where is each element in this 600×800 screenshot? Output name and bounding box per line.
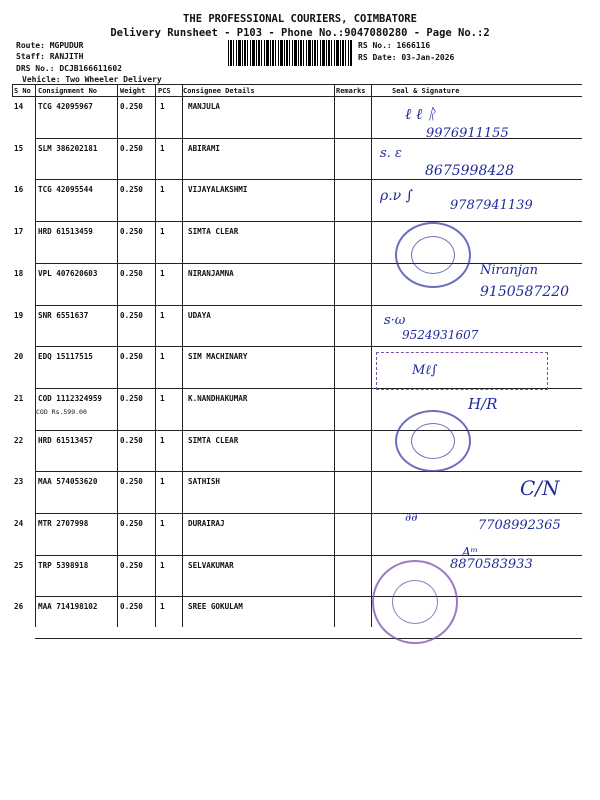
seal-box-20 [376, 352, 548, 390]
row-divider [35, 638, 582, 639]
phone-15: 8675998428 [425, 163, 515, 179]
row-sno: 21 [14, 393, 24, 403]
row-weight: 0.250 [120, 477, 143, 487]
col-remarks: Remarks [336, 87, 366, 95]
table-row [12, 430, 582, 472]
vehicle: Vehicle: Two Wheeler Delivery [22, 75, 162, 84]
row-pcs: 1 [160, 143, 165, 153]
staff: Staff: RANJITH [16, 52, 84, 61]
col-weight: Weight [120, 87, 146, 95]
route: Route: MGPUDUR [16, 41, 84, 50]
signature-25: Aᵐ [462, 545, 479, 559]
rs-date: RS Date: 03-Jan-2026 [358, 53, 455, 62]
row-consignment: VPL 407620603 [38, 268, 98, 278]
row-pcs: 1 [160, 560, 165, 570]
row-consignment: TCG 42095967 [38, 102, 93, 111]
row-sno: 14 [14, 102, 24, 111]
row-pcs: 1 [160, 227, 165, 237]
row-pcs: 1 [160, 102, 165, 111]
drs-number: DRS No.: DCJB166611602 [16, 64, 122, 73]
signature-20: Mℓ∫ [412, 363, 438, 378]
row-consignment: HRD 61513459 [38, 227, 93, 237]
row-consignment: COD 1112324959 [38, 393, 103, 403]
row-pcs: 1 [160, 310, 165, 320]
rs-number: RS No.: 1666116 [358, 41, 431, 50]
signature-15: ꜱ. ε [380, 146, 402, 161]
row-consignee: SATHISH [188, 477, 221, 487]
row-sno: 23 [14, 477, 24, 487]
signature-19: ꜱ·ω [384, 313, 406, 328]
phone-14: 9976911155 [426, 126, 509, 141]
row-consignment: EDQ 15117515 [38, 352, 93, 362]
row-weight: 0.250 [120, 519, 143, 528]
table-row [12, 596, 582, 638]
row-consignee: NIRANJAMNA [188, 268, 234, 278]
row-consignment: TRP 5398918 [38, 560, 89, 570]
row-consignment: MTR 2707998 [38, 519, 89, 528]
signature-23: C/N [520, 476, 560, 500]
row-sno: 17 [14, 227, 24, 237]
row-weight: 0.250 [120, 268, 143, 278]
row-consignee: SIM MACHINARY [188, 352, 248, 362]
phone-19: 9524931607 [402, 328, 479, 342]
row-consignee: ABIRAMI [188, 143, 221, 153]
row-weight: 0.250 [120, 227, 143, 237]
row-pcs: 1 [160, 268, 165, 278]
row-consignment: TCG 42095544 [38, 185, 93, 195]
signature-14: ℓ ℓ ᚱ [405, 105, 437, 123]
company-title: THE PROFESSIONAL COURIERS, COIMBATORE [183, 13, 417, 25]
company-stamp-22 [395, 410, 471, 472]
row-consignment: MAA 574053620 [38, 477, 98, 487]
row-sno: 16 [14, 185, 24, 195]
row-sno: 26 [14, 602, 24, 612]
signature-24: ∂∂ [405, 510, 418, 524]
company-stamp-17 [395, 222, 471, 288]
row-sno: 15 [14, 143, 24, 153]
row-sno: 25 [14, 560, 24, 570]
phone-25: 8870583933 [450, 557, 533, 572]
row-consignment: SNR 6551637 [38, 310, 89, 320]
row-consignee: UDAYA [188, 310, 211, 320]
row-sno: 24 [14, 519, 24, 528]
row-pcs: 1 [160, 352, 165, 362]
row-pcs: 1 [160, 435, 165, 445]
signature-16: ρ.ν ∫ [380, 188, 413, 204]
phone-24: 7708992365 [478, 518, 561, 533]
row-consignee: SIMTA CLEAR [188, 435, 239, 445]
row-pcs: 1 [160, 185, 165, 195]
barcode [228, 40, 352, 66]
col-consignment: Consignment No [38, 87, 98, 95]
row-cod-amount: COD Rs.599.00 [36, 407, 87, 416]
row-weight: 0.250 [120, 435, 143, 445]
row-pcs: 1 [160, 602, 165, 612]
row-consignment: HRD 61513457 [38, 435, 93, 445]
col-seal: Seal & Signature [392, 87, 460, 95]
row-sno: 20 [14, 352, 24, 362]
row-consignee: DURAIRAJ [188, 519, 225, 528]
row-sno: 18 [14, 268, 24, 278]
row-consignee: SELVAKUMAR [188, 560, 234, 570]
phone-16: 9787941139 [450, 198, 533, 213]
row-weight: 0.250 [120, 352, 143, 362]
row-weight: 0.250 [120, 310, 143, 320]
signature-21: H/R [468, 395, 498, 413]
row-weight: 0.250 [120, 602, 143, 612]
row-consignee: SIMTA CLEAR [188, 227, 239, 237]
row-weight: 0.250 [120, 143, 143, 153]
row-consignment: SLM 386202181 [38, 143, 98, 153]
row-pcs: 1 [160, 519, 165, 528]
row-sno: 22 [14, 435, 24, 445]
row-weight: 0.250 [120, 560, 143, 570]
row-consignment: MAA 714198102 [38, 602, 98, 612]
row-consignee: VIJAYALAKSHMI [188, 185, 248, 195]
row-weight: 0.250 [120, 393, 143, 403]
row-weight: 0.250 [120, 102, 143, 111]
row-consignee: K.NANDHAKUMAR [188, 393, 248, 403]
row-consignee: MANJULA [188, 102, 221, 111]
col-sno: S No [14, 87, 31, 95]
col-consignee: Consignee Details [183, 87, 255, 95]
signature-18: Niranjan [480, 263, 539, 278]
row-sno: 19 [14, 310, 24, 320]
runsheet-subtitle: Delivery Runsheet - P103 - Phone No.:9047080280 - Page No.:2 [110, 27, 490, 39]
col-pcs: PCS [158, 87, 171, 95]
row-pcs: 1 [160, 477, 165, 487]
table-row [12, 221, 582, 263]
table-row [12, 305, 582, 347]
phone-18: 9150587220 [480, 284, 570, 300]
row-weight: 0.250 [120, 185, 143, 195]
row-consignee: SREE GOKULAM [188, 602, 243, 612]
company-stamp-26 [372, 560, 458, 644]
row-pcs: 1 [160, 393, 165, 403]
table-row [12, 471, 582, 513]
